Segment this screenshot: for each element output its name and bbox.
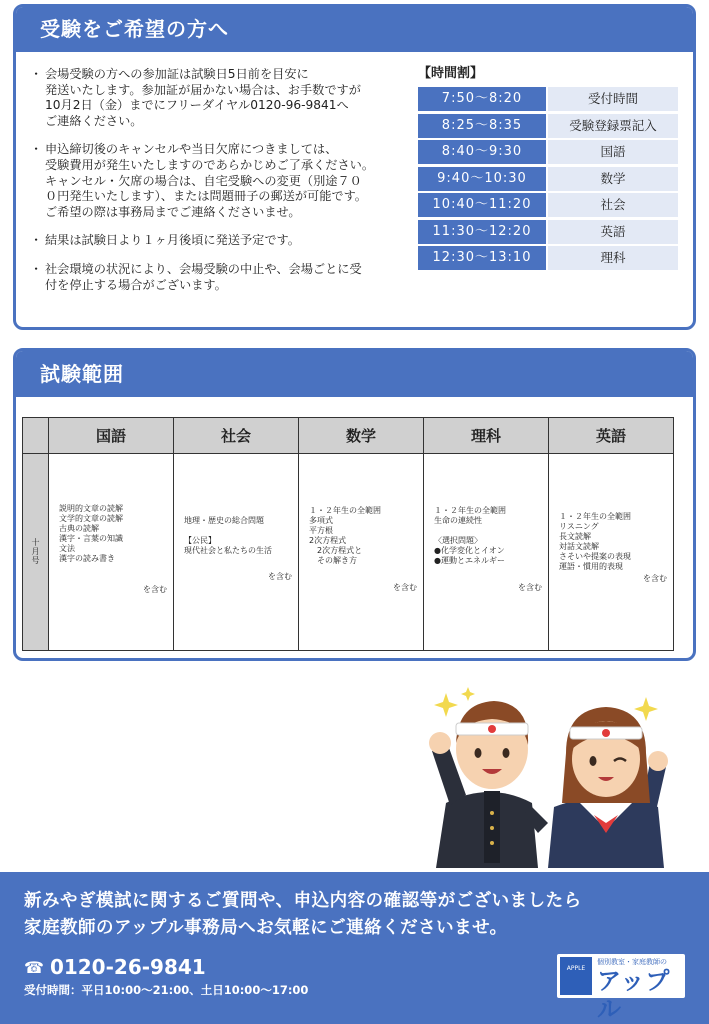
scope-line: 文学的文章の読解	[59, 514, 123, 523]
timetable-row	[418, 87, 678, 111]
timetable-row	[418, 220, 678, 244]
scope-lines	[309, 506, 417, 566]
exam-applicant-panel	[13, 4, 696, 330]
scope-line	[184, 526, 292, 536]
scope-cell-social	[174, 454, 299, 651]
table-corner	[23, 418, 49, 454]
note-line: ・ 申込締切後のキャンセルや当日欠席につきましては、	[45, 142, 338, 157]
row-label: 十月号	[31, 537, 40, 565]
timetable-row	[418, 246, 678, 270]
scope-line	[434, 526, 542, 536]
note-line: 10月2日（金）までにフリーダイヤル0120-96-9841へ	[45, 98, 349, 113]
scope-line: 漢字・言葉の知識	[59, 534, 123, 543]
scope-line: 生命の連続性	[434, 516, 482, 525]
phone-number-text: 0120-26-9841	[49, 955, 206, 979]
exam-scope-table	[22, 417, 674, 651]
scope-line: 現代社会と私たちの生活	[184, 546, 272, 555]
scope-cell-math	[299, 454, 424, 651]
note-item	[32, 262, 412, 293]
apple-logo-mark: APPLE	[560, 957, 592, 995]
timetable-time: 11:30～12:20	[418, 220, 546, 244]
timetable-time: 9:40～10:30	[418, 167, 546, 191]
timetable-row	[418, 114, 678, 138]
notes-list	[32, 67, 412, 306]
panel-title: 試験範囲	[16, 351, 693, 397]
scope-line: 〈選択問題〉	[434, 536, 482, 545]
scope-line: 文法	[59, 544, 75, 553]
scope-lines	[559, 512, 667, 572]
scope-line: 運語・慣用的表現	[559, 562, 623, 571]
cheering-students-illustration	[428, 683, 668, 868]
timetable-time: 8:40～9:30	[418, 140, 546, 164]
note-line: 発送いたします。参加証が届かない場合は、お手数ですが	[45, 82, 361, 97]
scope-line: その解き方	[309, 556, 357, 565]
scope-line: 2次方程式と	[309, 546, 363, 555]
timetable-label: 受験登録票記入	[548, 114, 678, 138]
subject-header: 数学	[299, 418, 424, 454]
timetable-row	[418, 167, 678, 191]
timetable-row	[418, 193, 678, 217]
apple-logo-tagline: 個別教室・家庭教師の	[597, 958, 667, 966]
timetable-time: 8:25～8:35	[418, 114, 546, 138]
includes-note: を含む	[518, 583, 542, 592]
scope-line: 説明的文章の読解	[59, 504, 123, 513]
row-label-cell	[23, 454, 49, 651]
phone-number[interactable]	[24, 955, 206, 979]
timetable-time: 12:30～13:10	[418, 246, 546, 270]
timetable-title: 【時間割】	[418, 66, 484, 81]
scope-line: １・２年生の全範囲	[434, 506, 506, 515]
table-header-row	[23, 418, 674, 454]
telephone-icon: ☎	[24, 957, 44, 977]
scope-cell-science	[424, 454, 549, 651]
note-line: ・ 社会環境の状況により、会場受験の中止や、会場ごとに受	[45, 261, 362, 276]
scope-cell-english	[549, 454, 674, 651]
scope-cell-japanese	[49, 454, 174, 651]
timetable-label: 国語	[548, 140, 678, 164]
timetable-time: 7:50～8:20	[418, 87, 546, 111]
subject-header: 国語	[49, 418, 174, 454]
note-item	[32, 67, 412, 129]
timetable-time: 10:40～11:20	[418, 193, 546, 217]
apple-logo	[557, 954, 685, 1023]
subject-header: 英語	[549, 418, 674, 454]
note-line: ご希望の際は事務局までご連絡くださいませ。	[45, 204, 301, 219]
scope-lines	[434, 506, 542, 566]
reception-hours: 受付時間：平日10:00～21:00、土日10:00～17:00	[24, 983, 309, 997]
scope-line: 漢字の読み書き	[59, 554, 115, 563]
scope-line: 2次方程式	[309, 536, 347, 545]
contact-footer	[0, 872, 709, 1024]
exam-scope-panel	[13, 348, 696, 661]
subject-header: 社会	[174, 418, 299, 454]
note-line: 受験費用が発生いたしますのであらかじめご了承ください。	[45, 157, 375, 172]
note-line: 付を停止する場合がございます。	[45, 277, 227, 292]
timetable-label: 数学	[548, 167, 678, 191]
scope-lines	[59, 504, 167, 564]
note-line: ０円発生いたします）、または問題冊子の郵送が可能です。	[45, 189, 367, 204]
scope-line: 対話文読解	[559, 542, 599, 551]
contact-message	[24, 888, 582, 942]
includes-note: を含む	[268, 572, 292, 581]
girl-student-figure	[548, 707, 668, 868]
note-item	[32, 233, 412, 249]
boy-student-figure	[429, 701, 548, 868]
note-item	[32, 142, 412, 220]
contact-message-line: 家庭教師のアップル事務局へお気軽にご連絡くださいませ。	[24, 918, 508, 938]
timetable-label: 英語	[548, 220, 678, 244]
scope-line: 多項式	[309, 516, 333, 525]
note-line: ご連絡ください。	[45, 113, 143, 128]
scope-line: 古典の読解	[59, 524, 99, 533]
note-line: ・ 結果は試験日より１ヶ月後頃に発送予定です。	[45, 233, 300, 248]
timetable	[418, 65, 678, 273]
timetable-label: 社会	[548, 193, 678, 217]
scope-line: さそいや提案の表現	[559, 552, 631, 561]
scope-line: 平方根	[309, 526, 333, 535]
scope-line: ●化学変化とイオン	[434, 546, 505, 555]
subject-header: 理科	[424, 418, 549, 454]
note-line: キャンセル・欠席の場合は、自宅受験への変更（別途７０	[45, 173, 362, 188]
scope-line: 【公民】	[184, 536, 216, 545]
timetable-label: 理科	[548, 246, 678, 270]
contact-message-line: 新みやぎ模試に関するご質問や、申込内容の確認等がございましたら	[24, 891, 582, 911]
timetable-label: 受付時間	[548, 87, 678, 111]
timetable-row	[418, 140, 678, 164]
scope-line: リスニング	[559, 522, 599, 531]
scope-line: ●運動とエネルギー	[434, 556, 505, 565]
includes-note: を含む	[143, 585, 167, 594]
scope-line: 長文読解	[559, 532, 591, 541]
panel-title: 受験をご希望の方へ	[16, 7, 693, 52]
scope-line: 地理・歴史の総合問題	[184, 516, 264, 525]
includes-note: を含む	[393, 583, 417, 592]
table-row	[23, 454, 674, 651]
scope-line: １・２年生の全範囲	[559, 512, 631, 521]
apple-logo-name: アップル	[597, 967, 671, 1023]
includes-note: を含む	[643, 574, 667, 583]
scope-line: １・２年生の全範囲	[309, 506, 381, 515]
note-line: ・ 会場受験の方への参加証は試験日5日前を目安に	[45, 67, 309, 81]
scope-lines	[184, 516, 292, 556]
